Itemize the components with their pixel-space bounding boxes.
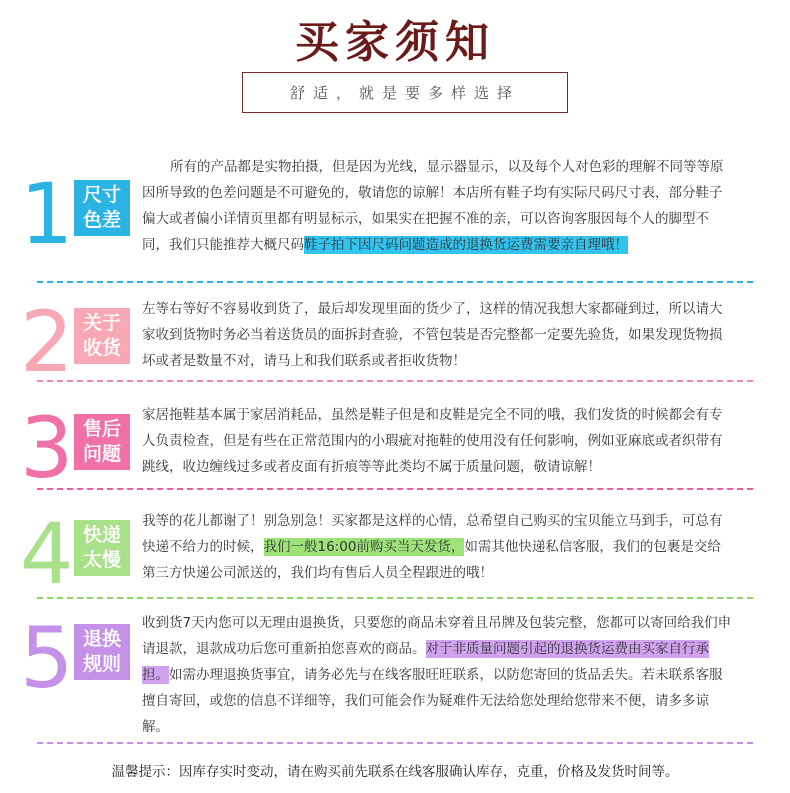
section-text: [142, 402, 734, 480]
section-text-body: 收到货7天内您可以无理由退换货，只要您的商品未穿着且吊牌及包装完整，您都可以寄回给我们申请退款，退款成功后您可重新拍您喜欢的商品。: [142, 615, 732, 657]
subtitle-text: 舒适，就是要多样选择: [289, 84, 520, 102]
section-label: [74, 180, 130, 236]
section-label: [74, 308, 130, 364]
section-label: [74, 414, 130, 470]
section-text-body: 左等右等好不容易收到货了，最后却发现里面的货少了，这样的情况我想大家都碰到过，所以请大家收到货物时务必当着送货员的面拆封查验，不管包装是否完整都一定要先验货，如果发现货物损坏或者是数量不对，请马上和我们联系或者拒收货物！: [142, 301, 723, 369]
page-title: 买家须知: [295, 17, 495, 68]
section-label-line2: 规则: [82, 653, 121, 675]
section-label-line1: 尺寸: [82, 184, 121, 206]
section-number: 1: [20, 165, 74, 263]
section-text: [142, 296, 734, 374]
section-divider: [37, 281, 753, 283]
footer-note: 温馨提示：因库存实时变动，请在购买前先联系在线客服确认库存，克重，价格及发货时间等。: [111, 764, 679, 780]
section-text-after: 如需其他快递私信客服，我们的包裹是交给第三方快递公司派送的，我们均有售后人员全程跟进的哦！: [142, 539, 721, 581]
section-label: [74, 520, 130, 576]
section-text-body: 所有的产品都是实物拍摄，但是因为光线，显示器显示，以及每个人对色彩的理解不同等等原因所导致的色差问题是不可避免的，敬请您的谅解！本店所有鞋子均有实际尺码尺寸表，部分鞋子偏大或者偏小详情页里都有明显标示，如果实在把握不准的亲，可以咨询客服因每个人的脚型不同，我们只能推荐大概尺码: [142, 159, 724, 253]
section-text-body: 家居拖鞋基本属于家居消耗品，虽然是鞋子但是和皮鞋是完全不同的哦，我们发货的时候都会有专人负责检查，但是有些在正常范围内的小瑕疵对拖鞋的使用没有任何影响，例如亚麻底或者织带有跳线，收边缠线过多或者皮面有折痕等等此类均不属于质量问题，敬请谅解！: [142, 407, 723, 475]
section-divider: [37, 597, 753, 599]
section-divider: [37, 742, 753, 744]
section-label-line1: 关于: [82, 312, 121, 334]
section-highlight: 鞋子拍下因尺码问题造成的退换货运费需要亲自理哦！: [304, 237, 628, 253]
section-highlight: 我们一般16:00前购买当天发货，: [263, 539, 465, 555]
section-label-line1: 退换: [82, 628, 121, 650]
section-text: [142, 508, 734, 586]
section-number: 4: [20, 505, 74, 603]
subtitle-box: [242, 72, 568, 113]
section-label-line2: 太慢: [82, 549, 121, 571]
section-text-body: 我等的花儿都谢了！别急别急！买家都是这样的心情，总希望自己购买的宝贝能立马到手，可总有快递不给力的时候，: [142, 513, 723, 555]
section-label-line2: 收货: [82, 337, 121, 359]
section-divider: [37, 488, 753, 490]
section-number: 3: [20, 399, 74, 497]
section-label-line2: 问题: [82, 443, 121, 465]
section-number: 5: [20, 609, 74, 707]
section-divider: [37, 380, 753, 382]
section-text: [142, 154, 734, 258]
section-text-after: 如需办理退换货事宜，请务必先与在线客服旺旺联系，以防您寄回的货品丢失。若未联系客服擅自寄回，或您的信息不详细等，我们可能会作为疑难件无法给您处理给您带来不便，请多多谅解。: [142, 667, 723, 735]
section-label-line1: 快递: [82, 524, 121, 546]
section-highlight: 对于非质量问题引起的退换货运费由买家自行承担。: [142, 641, 709, 683]
section-label: [74, 624, 130, 680]
section-label-line2: 色差: [82, 209, 121, 231]
section-number: 2: [20, 293, 74, 391]
section-label-line1: 售后: [82, 418, 121, 440]
section-text: [142, 610, 734, 740]
